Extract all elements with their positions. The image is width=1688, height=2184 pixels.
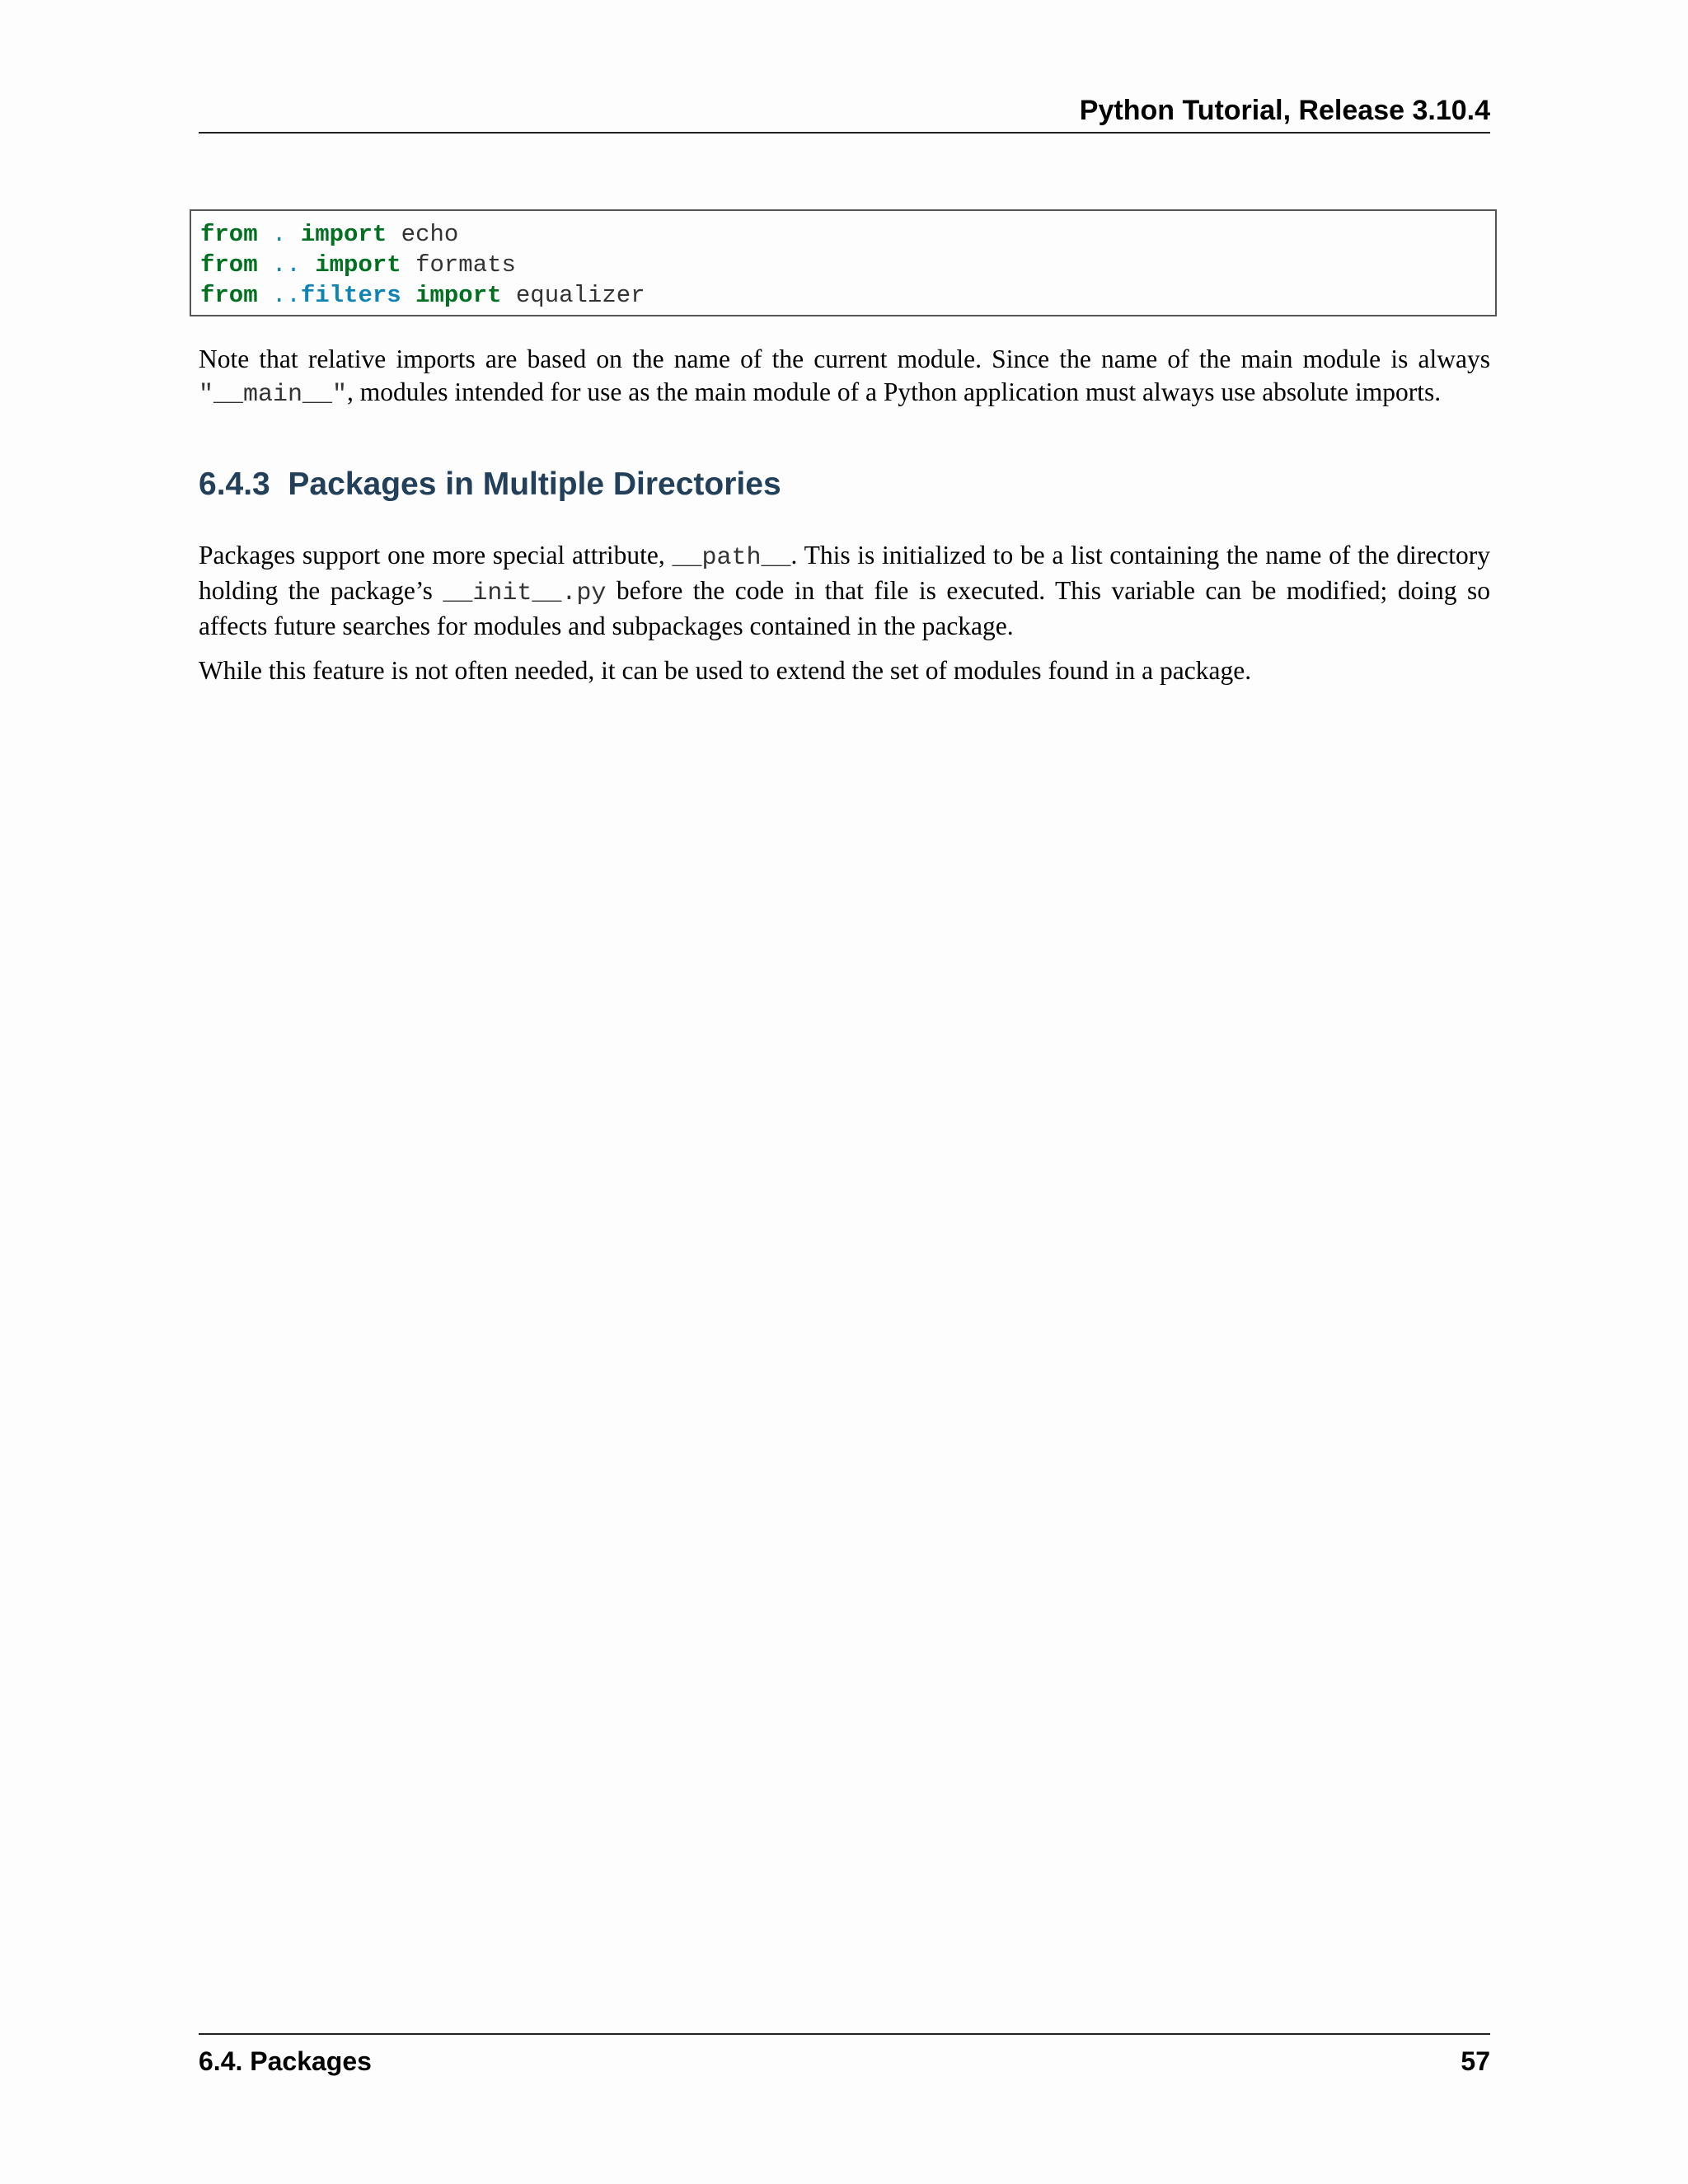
para2-text-c: before the code in that file is executed. This variable can be modified; doing so affects future searches for modules and subpackages contained in the package. bbox=[199, 576, 1491, 640]
paragraph-path-attribute bbox=[199, 539, 1490, 643]
module-path: .. bbox=[272, 251, 301, 279]
keyword-import: import bbox=[415, 282, 502, 309]
paragraph-relative-imports bbox=[199, 343, 1490, 411]
code-line-2 bbox=[200, 250, 1495, 280]
para2-text-a: Packages support one more special attribute, bbox=[199, 541, 673, 569]
import-name: echo bbox=[401, 221, 459, 248]
import-name: formats bbox=[415, 251, 516, 279]
inline-code-main: "__main__" bbox=[199, 381, 348, 409]
section-title: Packages in Multiple Directories bbox=[288, 466, 781, 502]
keyword-import: import bbox=[315, 251, 401, 279]
running-footer bbox=[199, 2033, 1490, 2079]
keyword-import: import bbox=[300, 221, 387, 248]
module-dots: .. bbox=[272, 282, 301, 309]
header-title: Python Tutorial, Release 3.10.4 bbox=[1079, 95, 1490, 126]
code-line-3 bbox=[200, 280, 1495, 311]
inline-code-path: __path__ bbox=[672, 544, 791, 572]
keyword-from: from bbox=[200, 221, 258, 248]
running-header bbox=[199, 89, 1490, 134]
para1-text-b: , modules intended for use as the main module of a Python application must always use absolute imports. bbox=[347, 377, 1442, 406]
paragraph-feature-note bbox=[199, 654, 1490, 687]
para3-text: While this feature is not often needed, it can be used to extend the set of modules found in a package. bbox=[199, 656, 1252, 685]
code-block bbox=[190, 209, 1497, 316]
module-name: filters bbox=[300, 282, 401, 309]
section-heading bbox=[199, 462, 781, 508]
module-path: . bbox=[272, 221, 287, 248]
code-line-1 bbox=[200, 219, 1495, 250]
import-name: equalizer bbox=[515, 282, 645, 309]
page-number: 57 bbox=[1461, 2046, 1490, 2076]
para2-text-b: . This is initialized to be a list containing the name of the directory holding the package’s bbox=[199, 541, 1490, 605]
inline-code-init: __init__.py bbox=[443, 579, 607, 607]
section-number: 6.4.3 bbox=[199, 466, 270, 502]
keyword-from: from bbox=[200, 251, 258, 279]
footer-section: 6.4. Packages bbox=[199, 2046, 372, 2076]
para1-text-a: Note that relative imports are based on the name of the current module. Since the name of the main module is always bbox=[199, 344, 1490, 373]
keyword-from: from bbox=[200, 282, 258, 309]
